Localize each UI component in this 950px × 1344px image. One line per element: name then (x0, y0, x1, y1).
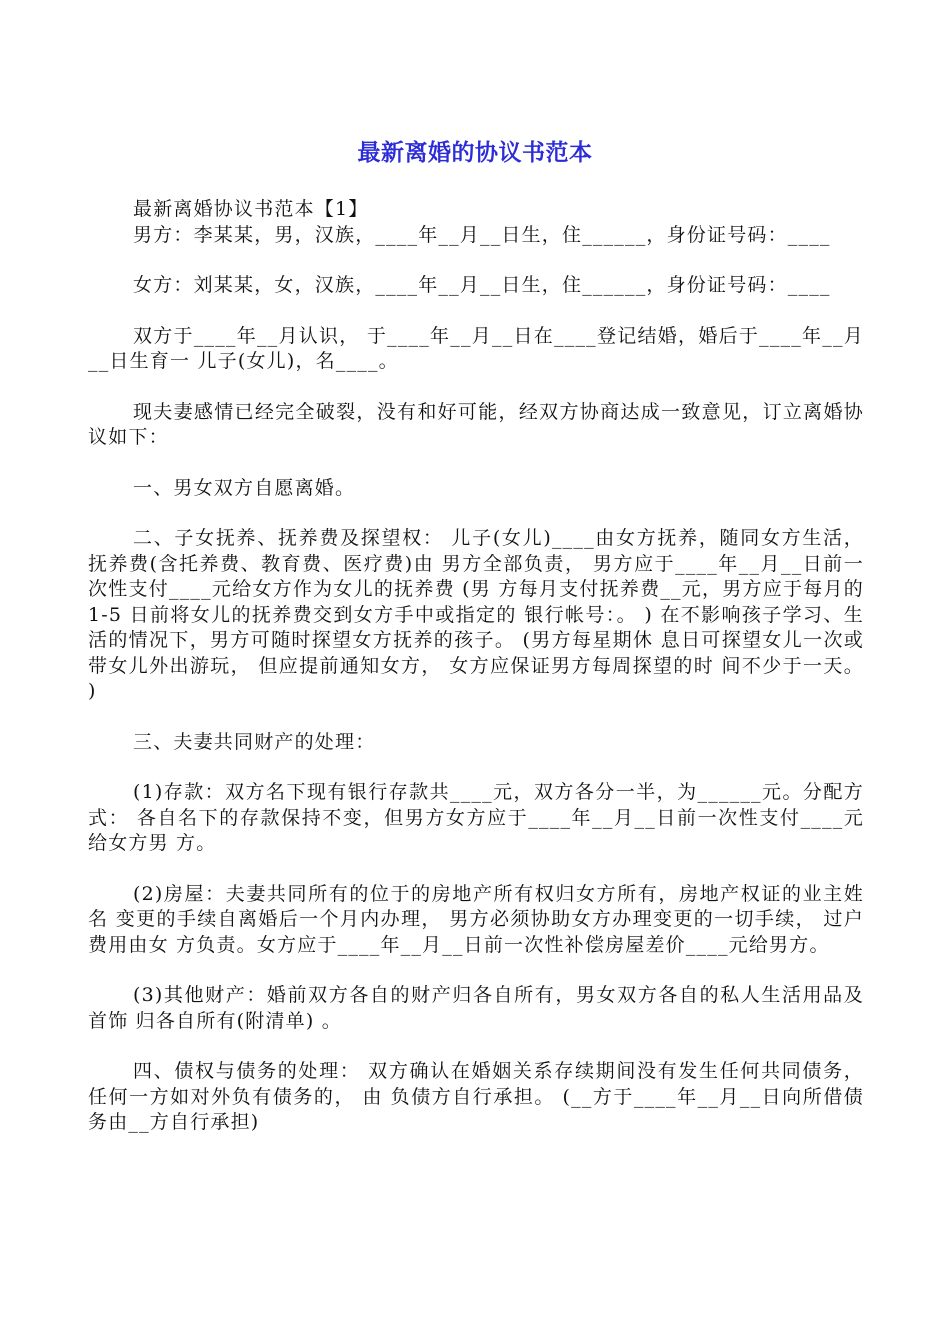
paragraph-clause-1: 一、男女双方自愿离婚。 (133, 476, 356, 499)
paragraph-house: (2)房屋：夫妻共同所有的位于的房地产所有权归女方所有，房地产权证的业主姓名 变更的手续自离婚后一个月内办理， 男方必须协助女方办理变更的一切手续， 过户费用由女 方负责。女方应于____年__月__日前一次性补偿房屋差价____元给男方。 (88, 882, 864, 956)
paragraph-husband: 男方：李某某，男，汉族，____年__月__日生，住______，身份证号码：____ (133, 223, 831, 246)
paragraph-heading: 最新离婚协议书范本【1】 (133, 198, 369, 220)
paragraph-marriage: 双方于____年__月认识， 于____年__月__日在____登记结婚，婚后于____年__月__日生育一 儿子(女儿)，名____。 (88, 324, 864, 372)
paragraph-other-property: (3)其他财产：婚前双方各自的财产归各自所有，男女双方各自的私人生活用品及首饰 归各自所有(附清单) 。 (88, 984, 864, 1032)
document-body (88, 197, 864, 1136)
paragraph-savings: (1)存款：双方名下现有银行存款共____元，双方各分一半，为______元。分配方式： 各自名下的存款保持不变，但男方女方应于____年__月__日前一次性支付____元给女方男 方。 (88, 781, 864, 854)
document-title: 最新离婚的协议书范本 (357, 140, 593, 166)
paragraph-clause-4: 四、债权与债务的处理： 双方确认在婚姻关系存续期间没有发生任何共同债务， 任何一方如对外负有债务的， 由 负债方自行承担。 (__方于____年__月__日向所借债务由__方自行承担) (88, 1060, 864, 1133)
paragraph-intro: 现夫妻感情已经完全破裂，没有和好可能，经双方协商达成一致意见，订立离婚协议如下： (88, 400, 864, 448)
paragraph-clause-2: 二、子女抚养、抚养费及探望权： 儿子(女儿)____由女方抚养，随同女方生活，抚养费(含托养费、教育费、医疗费)由 男方全部负责， 男方应于____年__月__日前一次性支付____元给女方作为女儿的抚养费 (男 方每月支付抚养费__元，男方应于每月的 1-5 日前将女儿的抚养费交到女方手中或指定的 银行帐号：。 ) 在不影响孩子学习、生活的情况下，男方可随时探望女方抚养的孩子。 (男方每星期休 息日可探望女儿一次或带女儿外出游玩， 但应提前通知女方， 女方应保证男方每周探望的时 间不少于一天。 ) (88, 527, 864, 702)
paragraph-clause-3: 三、夫妻共同财产的处理： (133, 730, 376, 753)
paragraph-wife: 女方：刘某某，女，汉族，____年__月__日生，住______，身份证号码：____ (133, 274, 831, 296)
